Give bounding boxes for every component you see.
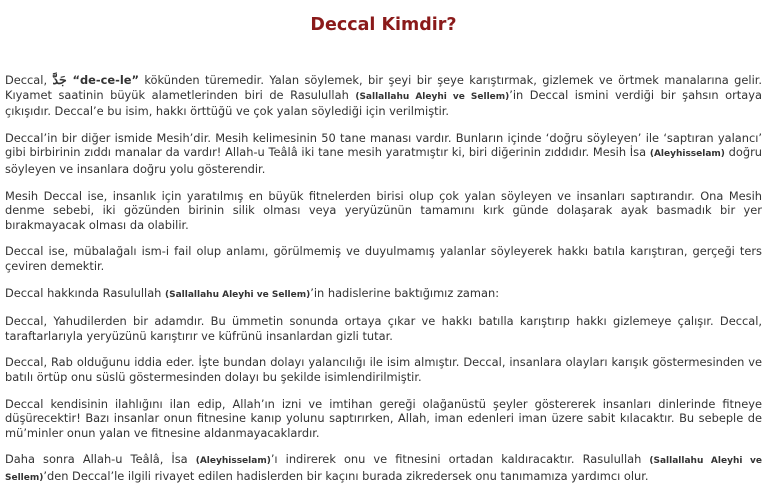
paragraph-5 bbox=[5, 286, 762, 303]
p2-text-b: doğru söyleyen ve insanlara doğru yolu gösterendir. bbox=[5, 145, 763, 176]
paragraph-2 bbox=[5, 131, 762, 177]
paragraph-9 bbox=[5, 452, 762, 485]
p1-text-a: Deccal, bbox=[5, 73, 53, 87]
paragraph-1 bbox=[5, 73, 762, 119]
aleyhisselam-label: (Aleyhisselam) bbox=[195, 456, 271, 467]
salawat-label: (Sallallahu Aleyhi ve Sellem) bbox=[355, 91, 510, 102]
salawat-label: (Sallallahu Aleyhi ve Sellem) bbox=[165, 289, 311, 300]
p5-text-b: ’in hadislerine baktığımız zaman: bbox=[310, 285, 500, 300]
p9-text-a: Daha sonra Allah-u Teâlâ, İsa bbox=[5, 452, 196, 467]
p5-text-a: Deccal hakkında Rasulullah bbox=[5, 285, 166, 300]
p9-text-c: ’den Deccal’le ilgili rivayet edilen hadislerden bir kaçını burada zikredersek onu tanımamıza yardımcı olur. bbox=[43, 468, 649, 483]
paragraph-7: Deccal, Rab olduğunu iddia eder. İşte bundan dolayı yalancılığı ile isim almıştır. Deccal, insanlara olayları karışık göstermesinden ve batılı örtüp onu süslü göstermesinden dolayı bu şekilde isimlendirilmiştir. bbox=[5, 355, 762, 384]
aleyhisselam-label: (Aleyhisselam) bbox=[649, 149, 725, 160]
page-title: Deccal Kimdir? bbox=[310, 15, 457, 35]
root-transliteration: “de-ce-le” bbox=[66, 73, 139, 87]
p9-text-b: ’ı indirerek onu ve fitnesini ortadan kaldıracaktır. Rasulullah bbox=[270, 452, 650, 467]
p2-text-a: Deccal’in bir diğer ismide Mesih’dir. Mesih kelimesinin 50 tane manası vardır. Bunların içinde ‘doğru söyleyen’ ile ‘saptıran yalancı’ gibi birbirinin zıddı manalar da vardır! Allah-u Teâlâ iki tane mesih yaratmıştır ki, biri diğerinin zıddıdır. Mesih İsa bbox=[5, 130, 762, 160]
paragraph-4: Deccal ise, mübalağalı ism-i fail olup anlamı, görülmemiş ve duyulmamış yalanlar söyleyerek hakkı batıla karıştıran, gerçeği ters çeviren demektir. bbox=[5, 244, 762, 273]
p1-text-c: ’in Deccal ismini verdiği bir şahsın ortaya çıkışıdır. Deccal’e bu isim, hakkı örttüğü ve çok yalan söylediği için verilmiştir. bbox=[5, 87, 762, 119]
paragraph-3: Mesih Deccal ise, insanlık için yaratılmış en büyük fitnelerden birisi olup çok yalan söyleyen ve insanları saptırandır. Ona Mesih denme sebebi, iki gözünden birinin silik olması veya yeryüzünün tamamını kırk günde dolaşarak ayak basmadık bir yer bırakmayacak olması da olabilir. bbox=[5, 188, 762, 232]
paragraph-6: Deccal, Yahudilerden bir adamdır. Bu ümmetin sonunda ortaya çıkar ve hakkı batılla karıştırıp hakkı gizlemeye çalışır. Deccal, taraftarlarıyla yeryüzünü karıştırır ve küfrünü insanlardan gizli tutar. bbox=[5, 314, 762, 343]
salawat-label: (Sallallahu Aleyhi ve Sellem) bbox=[5, 456, 762, 483]
p1-text-b: kökünden türemedir. Yalan söylemek, bir şeyi bir şeye karıştırmak, gizlemek ve örtmek manalarına gelir. Kıyamet saatinin büyük alametlerinden biri de Rasulullah bbox=[5, 73, 762, 102]
paragraph-8: Deccal kendisinin ilahlığını ilan edip, Allah’ın izni ve imtihan gereği olağanüstü şeyler göstererek insanları dinlerinde fitneye düşürecektir! Bazı insanlar onun fitnesine kanıp yolunu saptırırken, Allah, iman edenleri iman üzere sabit kılacaktır. Bu sebeple de mü’minler onun yalan ve fitnesine aldanmayacaklardır. bbox=[5, 396, 762, 440]
arabic-root-word: جَدَّ bbox=[52, 72, 67, 87]
article-body bbox=[5, 73, 762, 485]
